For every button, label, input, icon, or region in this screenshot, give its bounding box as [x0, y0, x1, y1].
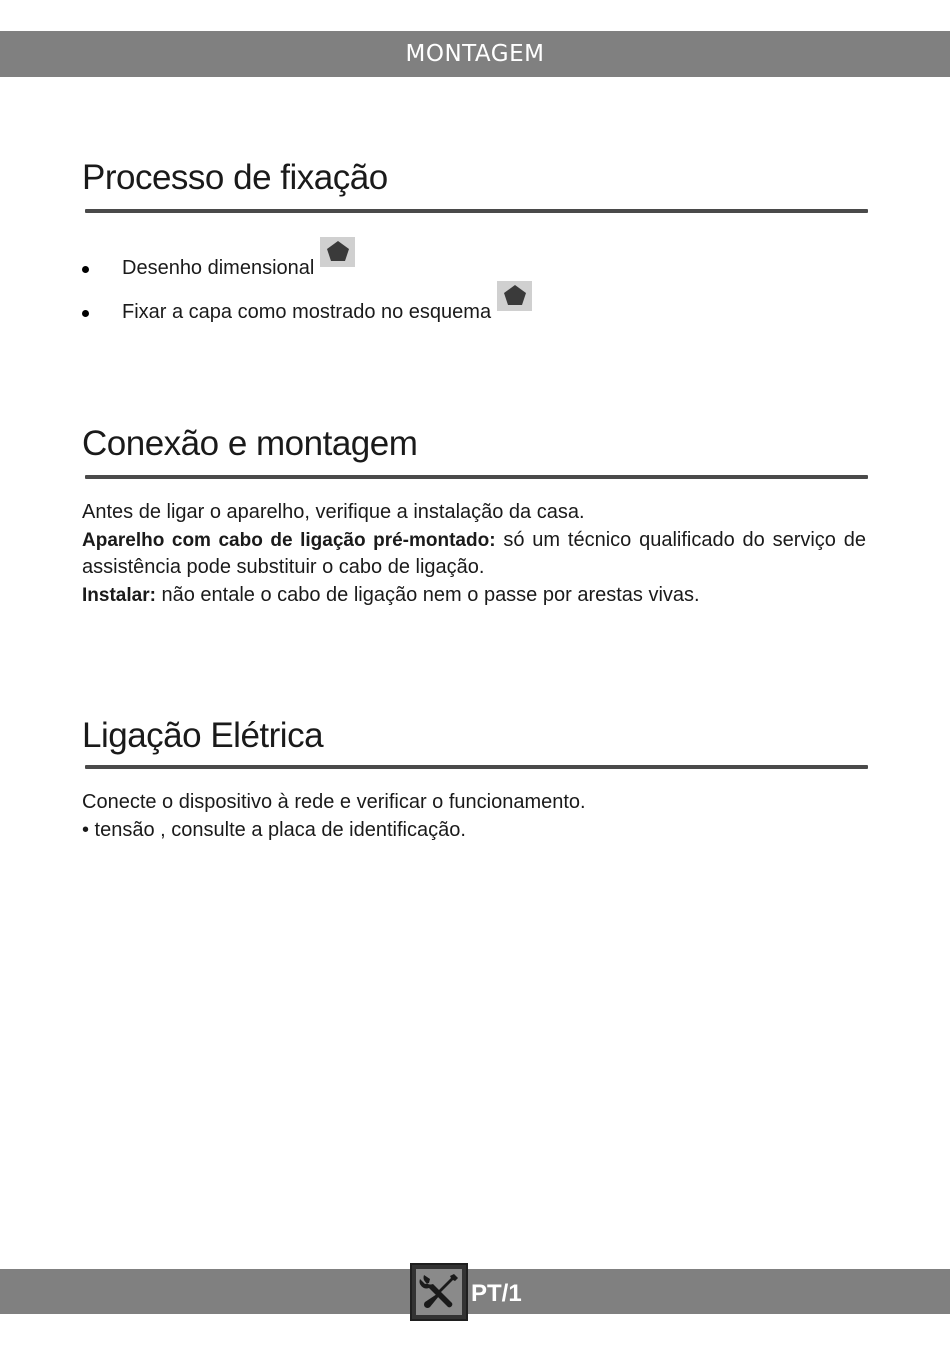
header-bar [0, 31, 950, 77]
conexao-install-paragraph [82, 582, 866, 610]
list-item [82, 280, 532, 324]
section-divider [85, 765, 868, 769]
bullet-icon [82, 266, 89, 273]
cable-text: só um técnico qualificado do serviço de assistência pode substituir o cabo de ligação. [82, 528, 866, 578]
conexao-body [82, 499, 866, 609]
install-text: não entale o cabo de ligação nem o passe por arestas vivas. [155, 583, 700, 606]
section-heading-conexao: Conexão e montagem [82, 424, 418, 463]
list-item-text: Desenho dimensional [122, 257, 315, 279]
conexao-intro: Antes de ligar o aparelho, verifique a instalação da casa. [82, 501, 585, 523]
pentagon-icon [320, 237, 355, 267]
section-divider [85, 209, 868, 213]
tools-icon-background [416, 1269, 462, 1315]
install-label: Instalar: [82, 584, 156, 606]
bullet-icon [82, 310, 89, 317]
cable-label: Aparelho com cabo de ligação pré-montado: [82, 529, 496, 551]
list-item-text: Fixar a capa como mostrado no esquema [122, 301, 492, 323]
page-number: PT/1 [471, 1280, 522, 1307]
fixacao-list [82, 236, 532, 324]
conexao-cable-paragraph [82, 527, 866, 582]
eletrica-body [82, 789, 866, 844]
eletrica-line-1: Conecte o dispositivo à rede e verificar o funcionamento. [82, 791, 586, 813]
pentagon-icon [497, 281, 532, 311]
list-item [82, 236, 532, 280]
section-divider [85, 475, 868, 479]
header-title: MONTAGEM [405, 41, 545, 67]
section-heading-fixacao: Processo de fixação [82, 158, 388, 197]
tools-icon [410, 1263, 468, 1321]
eletrica-line-2: • tensão , consulte a placa de identificação. [82, 818, 466, 841]
section-heading-eletrica: Ligação Elétrica [82, 716, 324, 755]
